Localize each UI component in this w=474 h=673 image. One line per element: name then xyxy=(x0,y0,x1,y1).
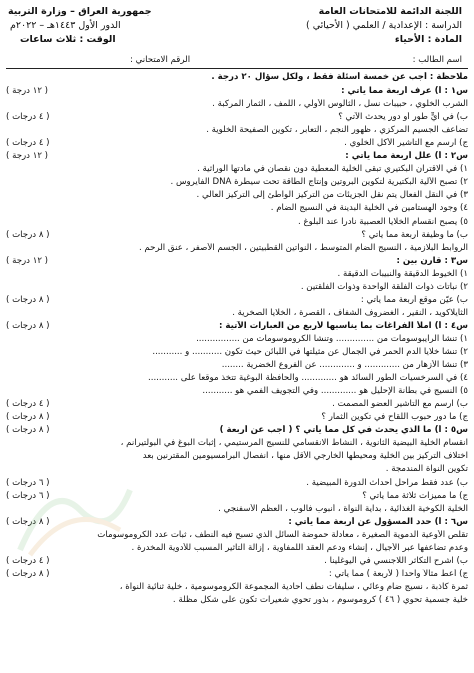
question-line: ٤) في السرخسيات الطور السائد هو ............. والحافظة البوغية تتخذ موقعاً على ........... xyxy=(147,373,468,384)
mark-label: ( ٨ درجات ) xyxy=(6,568,50,579)
question-line: انقسام الخلية البيضية الثانوية ، النشاط الانقسامي للنسيج المرستيمي ، إثبات البوغ في البولتيرانم ، xyxy=(120,438,468,449)
question-line: ب) اشرح التكاثر اللاجنسي في اليوغلينا . xyxy=(324,555,468,566)
question-line: ٢) تنشأ خلايا الدم الحمر في الجمال عن مثيلتها في اللبائن حيث تكون ........... و ........... xyxy=(152,347,468,357)
question-line: س٥ : أ) ما الذي يحدث في كل مما يأتي ؟ ( أجب عن أربعة ) xyxy=(219,425,468,436)
mark-label: ( ٨ درجات ) xyxy=(6,229,50,240)
exam-round: الدور الأول ١٤٤٣هـ – ٢٠٢٢م xyxy=(10,20,121,31)
question-line: ج) أعط مثالاً واحداً ( لأربعة ) مما يأتي : xyxy=(328,568,468,579)
question-line: تضاعف الجسيم المركزي ، ظهور النجم ، التعابر ، تكوين الصفيحة الخلوية . xyxy=(206,125,468,136)
question-line: س٣ : قارن بين : xyxy=(396,255,468,266)
mark-label: ( ٨ درجات ) xyxy=(6,425,50,436)
question-line: وعدم تضاعفها عبر الأجيال ، إنشاء ودعم العقد اللمفاوية ، إزالة التأثير المسبب للأدوية المخدرة . xyxy=(131,542,468,553)
question-line: ٤) وجود الهستامين في الخلية البدينة في النسيج الضام . xyxy=(270,203,468,214)
study-title: الدراسة : الإعدادية / العلمي ( الأحيائي ) xyxy=(306,20,462,31)
question-line: ب) عدد فقط مراحل أحداث الدورة المبيضية . xyxy=(306,477,468,488)
mark-label: ( ٤ درجات ) xyxy=(6,399,50,410)
mark-label: ( ٤ درجات ) xyxy=(6,138,50,149)
subject-title: المادة : الأحياء xyxy=(394,34,462,45)
mark-label: ( ١٢ درجة ) xyxy=(6,86,49,96)
question-line: س٢ : أ) علل أربعة مما يأتي : xyxy=(345,151,468,162)
mark-label: ( ٦ درجات ) xyxy=(6,490,50,501)
question-line: ب) عيّن موقع أربعة مما يأتي : xyxy=(360,294,468,305)
question-line: خلية جسمية تحوي ( ٤٦ ) كروموسوم ، بذور تحوي شعيرات تكون على شكل مظلة . xyxy=(172,594,468,605)
question-line: الشرب الخلوي ، حبيبات نسل ، الثالوس الأولي ، اللمف ، الثمار المركبة . xyxy=(212,99,468,110)
exam-number-label: الرقم الامتحاني : xyxy=(130,55,191,65)
question-line: الخلية الكوخية الغذائية ، بداية النواة ، أنبوب فالوب ، العظم الأسفنجي . xyxy=(218,503,468,514)
question-line: ٢) تصبح الألية البكتيرية لتكوين البروتين وإنتاج الطاقة تحت سيطرة DNA الفايروس . xyxy=(170,177,468,188)
exam-time: الوقت : ثلاث ساعات xyxy=(20,34,116,45)
mark-label: ( ٨ درجات ) xyxy=(6,320,50,331)
question-line: ج) ارسم مع التأشير الأكل الخلوي . xyxy=(344,138,468,149)
question-line: ١) الخيوط الدقيقة والنبيبات الدقيقة . xyxy=(337,268,468,279)
question-line: اختلاف التركيز بين الخلية ومحيطها الخارجي الأقل منها ، انفصال البرامسيومين المقترنين بعد xyxy=(142,451,468,462)
question-line: ٥) النسيج في بطانة الإحليل هو ............. وفي التجويف الفمي هو ........... xyxy=(202,386,468,397)
mark-label: ( ١٢ درجة ) xyxy=(6,255,49,266)
mark-label: ( ٤ درجات ) xyxy=(6,555,50,566)
question-line: ١) تنشأ الرايبوسومات من .............. وتنشأ الكروموسومات من ................ xyxy=(196,333,468,344)
question-line: ١) في الاقتران البكتيري تبقى الخلية المعطية دون نقصان في مادتها الوراثية . xyxy=(197,164,468,175)
question-line: الروابط البلازمية ، النسيج الضام المتوسط ، النواتين القطبيتين ، الجسم الأصفر ، عنق الرحم . xyxy=(138,242,468,253)
question-line: ثمرة كاذبة ، نسيج ضام وعائي ، سليفات نطف أحادية المجموعة الكروموسومية ، خلية ثنائية النواة ، xyxy=(119,581,468,592)
mark-label: ( ٨ درجات ) xyxy=(6,412,50,423)
student-name-label: اسم الطالب : xyxy=(412,55,462,65)
mark-label: ( ٨ درجات ) xyxy=(6,516,50,527)
mark-label: ( ١٢ درجة ) xyxy=(6,151,49,162)
question-line: ج) ما مميزات ثلاثة مما يأتي ؟ xyxy=(362,490,468,501)
question-line: س١ : أ) عرف أربعة مما يأتي : xyxy=(341,86,468,96)
question-line: ب) ما وظيفة أربعة مما يأتي ؟ xyxy=(361,229,468,240)
question-line: س٤ : أ) املأ الفراغات بما يناسبها لأربع من العبارات الآتية : xyxy=(218,320,468,331)
question-line: ٢) نباتات ذوات الفلقة الواحدة وذوات الفلقتين . xyxy=(300,281,468,292)
mark-label: ( ٨ درجات ) xyxy=(6,294,50,305)
watermark-logo-icon xyxy=(10,470,140,560)
question-line: ب) ارسم مع التأشير العضو المصمت . xyxy=(332,399,468,410)
question-line: ٣) تنشأ الأزهار من ............. و ............. عن الفروع الخضرية ........ xyxy=(221,360,468,371)
mark-label: ( ٤ درجات ) xyxy=(6,112,50,123)
mark-label: ( ٦ درجات ) xyxy=(6,477,50,488)
question-line: ٥) يصبح انقسام الخلايا العصبية نادراً عند البلوغ . xyxy=(298,216,468,227)
question-line: س٦ : أ) حدد المسؤول عن أربعة مما يأتي : xyxy=(288,516,468,527)
question-line: ج) ما دور حبوب اللقاح في تكوين الثمار ؟ xyxy=(321,412,468,423)
committee-title: اللجنة الدائمة للامتحانات العامة xyxy=(318,6,462,17)
question-line: تكوين النواة المندمجة . xyxy=(385,464,468,475)
question-line: ب) في أيٍّ طور أو دور يحدث الآتي ؟ xyxy=(338,112,468,123)
question-line: تقلص الأوعية الدموية الصغيرة ، معادلة حموضة السائل الذي تسبح فيه النطف ، ثبات عدد الكروموسومات xyxy=(97,529,468,540)
exam-note: ملاحظة : أجب عن خمسة أسئلة فقط ، ولكل سؤال ٢٠ درجة . xyxy=(211,72,468,82)
header-divider xyxy=(6,68,468,69)
question-line: الثايلاكويد ، النقير ، الغضروف الشفاف ، القصرة ، الخلايا الصخرية . xyxy=(232,307,468,318)
ministry-title: جمهورية العراق – وزارة التربية xyxy=(8,6,152,17)
question-line: ٣) في النقل الفعال يتم نقل الجزيئات من التركيز الواطئ إلى التركيز العالي . xyxy=(196,190,468,201)
